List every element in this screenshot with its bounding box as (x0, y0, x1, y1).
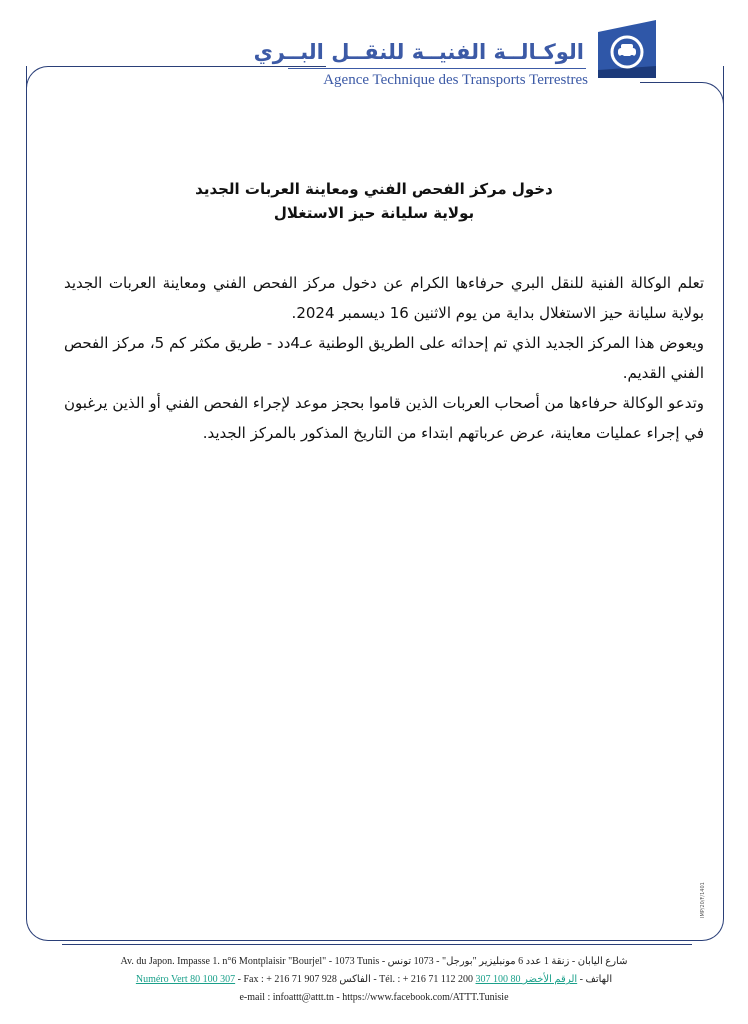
org-name-french: Agence Technique des Transports Terrestres (323, 72, 588, 88)
document-title-line-2: بولاية سليانة حيز الاستغلال (273, 204, 475, 222)
phone-fax-numbers: - Fax : + 216 71 907 928 الفاكس - Tél. : + 216 71 112 200 الهاتف - (235, 974, 613, 985)
car-circle-logo-icon (598, 20, 656, 78)
document-reference-code: IMP/20/F/1401 (700, 882, 706, 918)
page-border-top-right (640, 82, 724, 112)
document-body (64, 268, 704, 448)
paragraph-1: تعلم الوكالة الفنية للنقل البري حرفاءها الكرام عن دخول مركز الفحص الفني ومعاينة العربات الجديد بولاية سليانة حيز الاستغلال بداية من يوم الاثنين 16 ديسمبر 2024. (64, 274, 704, 322)
page-border-top-left (26, 66, 326, 106)
org-name-arabic: الوكـالــة الفنيــة للنقــل البــري (253, 40, 584, 64)
footer-rule (62, 944, 692, 945)
header-rule (288, 68, 586, 69)
paragraph-3: وتدعو الوكالة حرفاءها من أصحاب العربات الذين قاموا بحجز موعد لإجراء الفحص الفني أو الذين يرغبون في إجراء عمليات معاينة، عرض عرباتهم ابتداء من التاريخ المذكور بالمركز الجديد. (64, 394, 704, 442)
document-title-line-1: دخول مركز الفحص الفني ومعاينة العربات الجديد (195, 180, 553, 198)
paragraph-2: ويعوض هذا المركز الجديد الذي تم إحداثه على الطريق الوطنية عـ4دد - طريق مكثر كم 5، مركز الفحص الفني القديم. (64, 334, 704, 382)
numero-vert-french: Numéro Vert 80 100 307 (135, 974, 236, 985)
footer-address: Av. du Japon. Impasse 1. n°6 Montplaisir "Bourjel" - 1073 Tunis - شارع اليابان - زنقة 1 عدد 6 مونبليزير "بورجل" - 1073 تونس (120, 956, 628, 967)
footer-phones (0, 974, 748, 985)
footer-contact[interactable]: e-mail : infoattt@attt.tn - https://www.facebook.com/ATTT.Tunisie (239, 992, 509, 1003)
numero-vert-arabic: الرقم الأخضر 80 100 307 (475, 974, 578, 985)
